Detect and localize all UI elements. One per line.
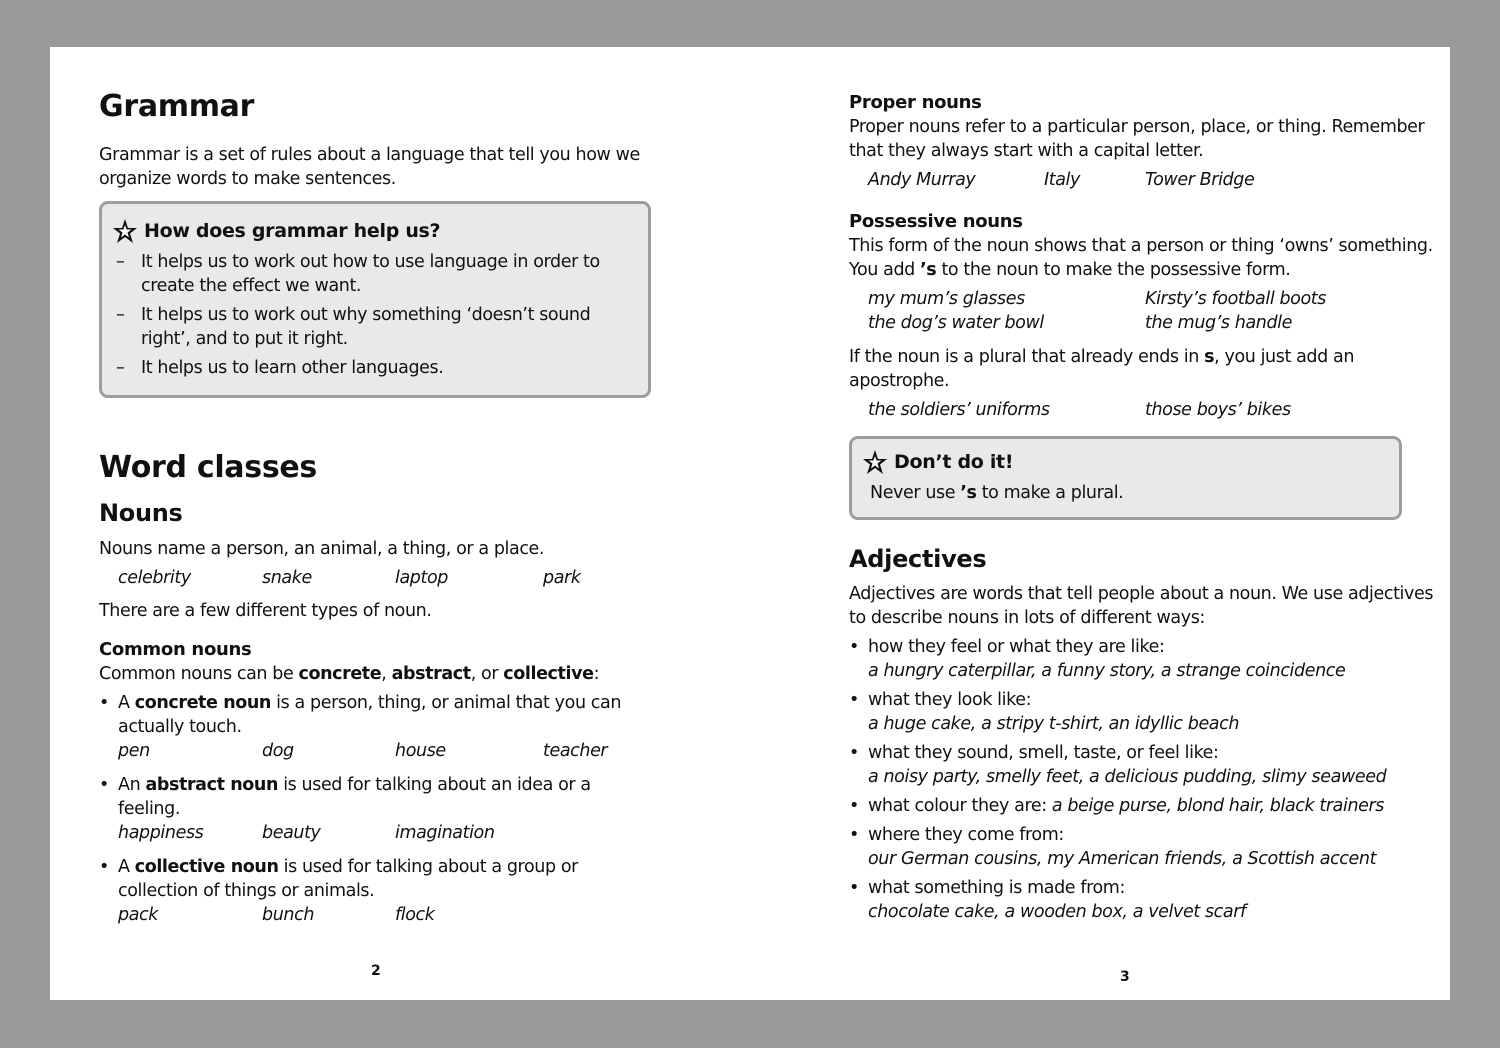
example: dog: [262, 741, 294, 761]
example: pack: [118, 905, 158, 925]
adjective-list: [849, 635, 1439, 924]
examples-row: [868, 311, 1428, 335]
paragraph: Adjectives are words that tell people about a noun. We use adjectives to describe nouns in lots of different ways:: [849, 584, 1434, 628]
text-segment: An: [118, 775, 146, 795]
text-segment: ,: [381, 664, 392, 684]
example: pen: [118, 741, 150, 761]
heading: Common nouns: [99, 639, 252, 660]
list-item: [849, 635, 1439, 683]
example: Kirsty’s football boots: [1145, 289, 1326, 309]
left-page: [50, 47, 750, 1000]
example: Tower Bridge: [1145, 170, 1255, 190]
heading: Possessive nouns: [849, 211, 1023, 232]
paragraph: There are a few different types of noun.: [99, 601, 432, 621]
example: laptop: [395, 568, 448, 588]
example: snake: [262, 568, 312, 588]
info-box: [99, 201, 651, 398]
list-item: – It helps us to work out how to use language in order to create the effect we want.: [112, 250, 632, 298]
paragraph: Nouns name a person, an animal, a thing, or a place.: [99, 539, 545, 559]
text-segment: what they sound, smell, taste, or feel like:: [868, 743, 1219, 763]
examples-row: [868, 287, 1428, 311]
text-segment: collective noun: [134, 857, 279, 877]
star-icon: [862, 449, 888, 475]
examples-row: [868, 168, 1428, 192]
page-number: 2: [371, 963, 381, 979]
example: flock: [395, 905, 435, 925]
section-heading: Adjectives: [849, 545, 987, 573]
text-segment: Common nouns can be: [99, 664, 299, 684]
example: beauty: [262, 823, 321, 843]
intro-paragraph: Grammar is a set of rules about a language that tell you how we organize words to make sentences.: [99, 145, 640, 189]
list-item: [849, 794, 1439, 818]
text-segment: , or: [470, 664, 504, 684]
section-heading: Word classes: [99, 450, 317, 485]
list-item: [99, 773, 639, 845]
heading: Proper nouns: [849, 92, 982, 113]
examples-row: [118, 566, 638, 590]
text-segment: s: [1204, 347, 1215, 367]
text-segment: If the noun is a plural that already ends in: [849, 347, 1205, 367]
list-item: [849, 876, 1439, 924]
text-segment: ’s: [960, 483, 977, 503]
list-item: [99, 691, 639, 763]
example: those boys’ bikes: [1145, 400, 1291, 420]
text-segment: is a person, thing, or animal that you can actually touch.: [118, 693, 622, 737]
right-column: [849, 91, 1439, 929]
example: happiness: [118, 823, 204, 843]
text-segment: ’s: [920, 260, 937, 280]
example: my mum’s glasses: [868, 289, 1025, 309]
example: teacher: [543, 741, 608, 761]
example: celebrity: [118, 568, 191, 588]
text-segment: A: [118, 693, 135, 713]
text-segment: what they look like:: [868, 690, 1032, 710]
list-item: [99, 855, 639, 927]
example: chocolate cake, a wooden box, a velvet scarf: [868, 902, 1246, 922]
example: Italy: [1044, 170, 1080, 190]
text-segment: :: [593, 664, 600, 684]
paragraph: [99, 662, 669, 686]
text-segment: A: [118, 857, 135, 877]
example: the dog’s water bowl: [868, 313, 1044, 333]
text-segment: , you just add an apostrophe.: [849, 347, 1355, 391]
text-segment: abstract: [391, 664, 471, 684]
text-segment: concrete noun: [134, 693, 271, 713]
list-item: – It helps us to work out why something ‘doesn’t sound right’, and to put it right.: [112, 303, 632, 351]
example: the soldiers’ uniforms: [868, 400, 1050, 420]
star-icon: [112, 218, 138, 244]
text-segment: what colour they are:: [868, 796, 1052, 816]
paragraph: [849, 345, 1439, 393]
text-segment: is used for talking about an idea or a feeling.: [118, 775, 591, 819]
example: park: [543, 568, 581, 588]
page-number: 3: [1120, 969, 1130, 985]
list-item: – It helps us to learn other languages.: [112, 356, 632, 380]
example: a beige purse, blond hair, black trainers: [1051, 796, 1385, 816]
text-segment: to the noun to make the possessive form.: [936, 260, 1291, 280]
text-segment: to make a plural.: [976, 483, 1124, 503]
page-title: Grammar: [99, 89, 255, 124]
example: a huge cake, a stripy t-shirt, an idyllic beach: [868, 714, 1240, 734]
box-title: How does grammar help us?: [144, 220, 441, 242]
text-segment: abstract noun: [145, 775, 279, 795]
text-segment: collective: [503, 664, 594, 684]
subsection-heading: Nouns: [99, 499, 183, 527]
paragraph: Proper nouns refer to a particular person, place, or thing. Remember that they always start with a capital letter.: [849, 117, 1425, 161]
example: house: [395, 741, 446, 761]
text-segment: Never use: [870, 483, 961, 503]
example: bunch: [262, 905, 315, 925]
example: a noisy party, smelly feet, a delicious pudding, slimy seaweed: [868, 767, 1387, 787]
box-title: Don’t do it!: [894, 451, 1014, 473]
example: our German cousins, my American friends, a Scottish accent: [868, 849, 1377, 869]
text-segment: where they come from:: [868, 825, 1064, 845]
list-item: [849, 823, 1439, 871]
text-segment: concrete: [298, 664, 382, 684]
example: a hungry caterpillar, a funny story, a strange coincidence: [868, 661, 1346, 681]
text-segment: what something is made from:: [868, 878, 1125, 898]
paragraph: [849, 234, 1439, 282]
right-page: [750, 47, 1450, 1000]
box-text: [862, 481, 1389, 505]
text-segment: is used for talking about a group or collection of things or animals.: [118, 857, 578, 901]
list-item: [849, 688, 1439, 736]
example: Andy Murray: [868, 170, 976, 190]
warning-box: [849, 436, 1402, 520]
text-segment: how they feel or what they are like:: [868, 637, 1165, 657]
text-segment: This form of the noun shows that a person or thing ‘owns’ something. You add: [849, 236, 1433, 280]
examples-row: [868, 398, 1428, 422]
list-item: [849, 741, 1439, 789]
example: imagination: [395, 823, 495, 843]
example: the mug’s handle: [1145, 313, 1293, 333]
noun-type-list: [99, 691, 639, 932]
